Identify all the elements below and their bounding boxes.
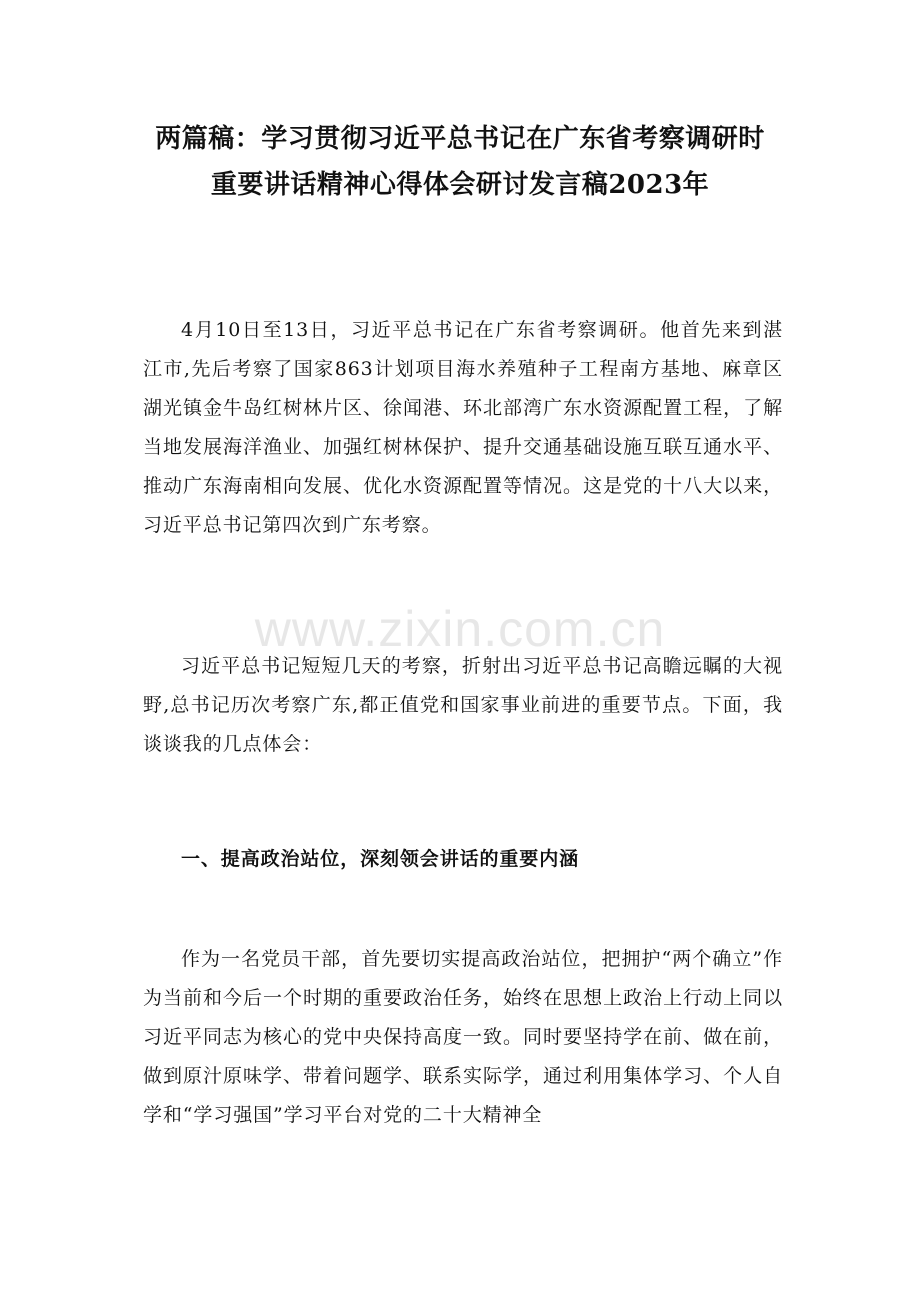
paragraph-2: 习近平总书记短短几天的考察，折射出习近平总书记高瞻远瞩的大视野,总书记历次考察广东,都正值党和国家事业前进的重要节点。下面，我谈谈我的几点体会： bbox=[143, 655, 783, 755]
watermark: www.zixin.com.cn bbox=[254, 601, 666, 657]
paragraph-1: 4月10日至13日，习近平总书记在广东省考察调研。他首先来到湛江市,先后考察了国家863计划项目海水养殖种子工程南方基地、麻章区湖光镇金牛岛红树林片区、徐闻港、环北部湾广东水资源配置工程，了解当地发展海洋渔业、加强红树林保护、提升交通基础设施互联互通水平、推动广东海南相向发展、优化水资源配置等情况。这是党的十八大以来，习近平总书记第四次到广东考察。 bbox=[143, 319, 783, 536]
title-line-2: 重要讲话精神心得体会研讨发言稿2023年 bbox=[210, 170, 710, 200]
paragraph-3: 作为一名党员干部，首先要切实提高政治站位，把拥护“两个确立”作为当前和今后一个时期的重要政治任务，始终在思想上政治上行动上同以习近平同志为核心的党中央保持高度一致。同时要坚持学在前、做在前，做到原汁原味学、带着问题学、联系实际学，通过利用集体学习、个人自学和“学习强国”学习平台对党的二十大精神全 bbox=[143, 948, 783, 1126]
section-heading: 一、提高政治站位，深刻领会讲话的重要内涵 bbox=[181, 848, 580, 870]
title-line-1: 两篇稿：学习贯彻习近平总书记在广东省考察调研时 bbox=[155, 124, 765, 154]
document-title bbox=[130, 116, 790, 208]
